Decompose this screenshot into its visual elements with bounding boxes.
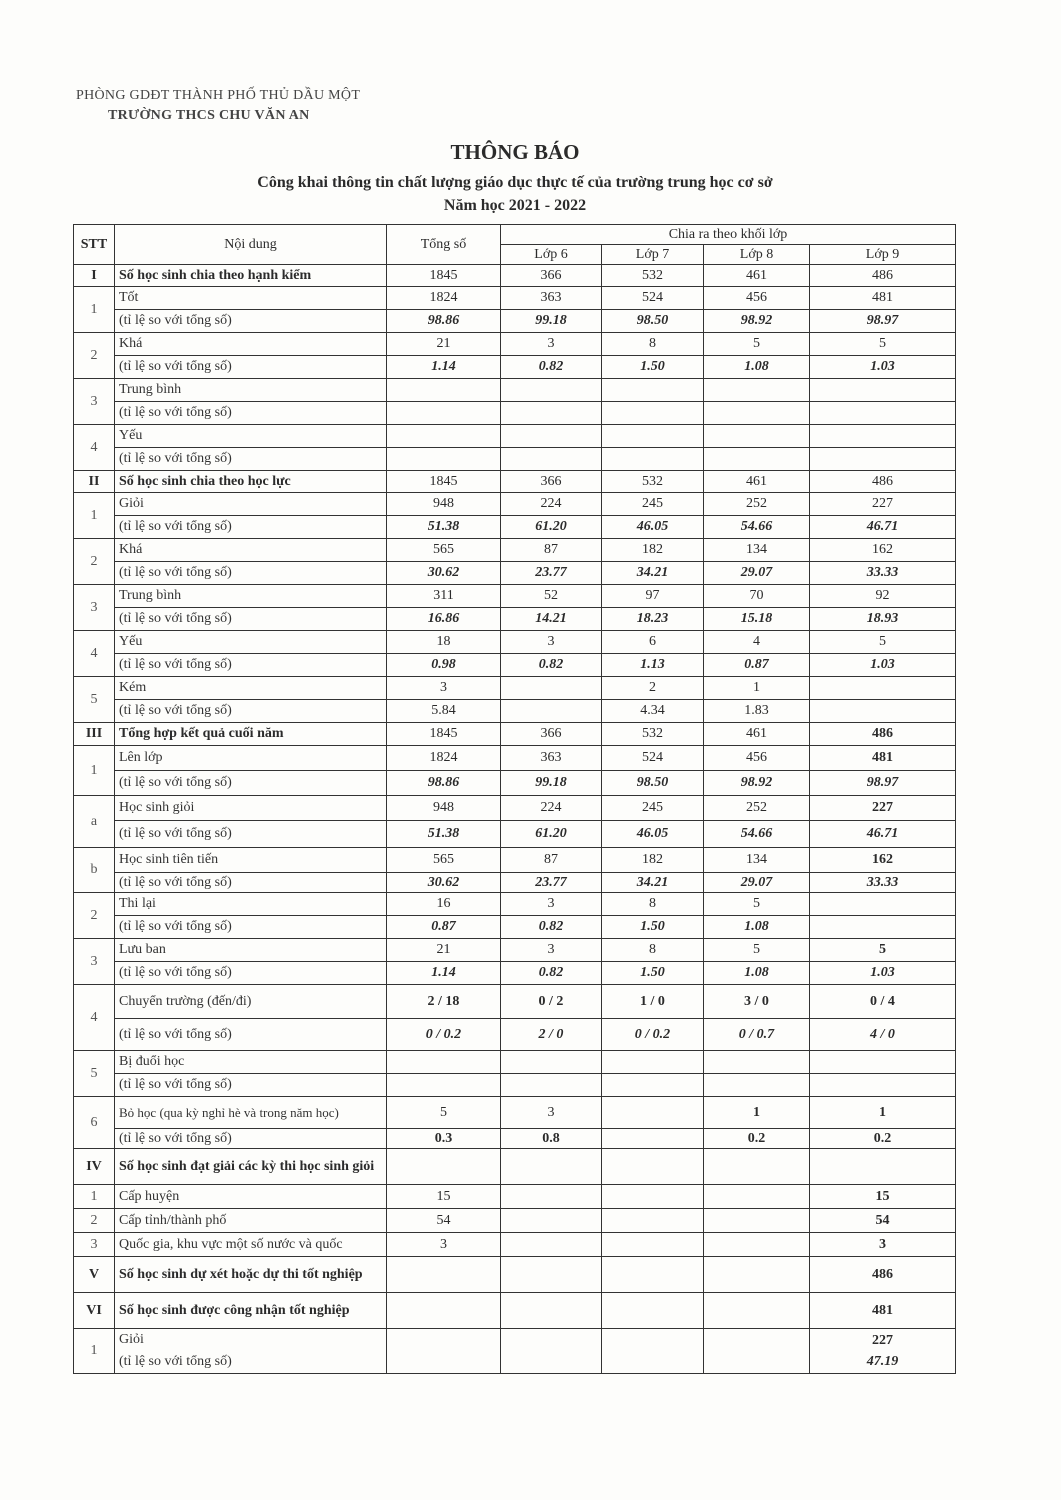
table-row: (tỉ lệ so với tổng số) 98.86 99.18 98.50 98.92 98.97 xyxy=(74,771,956,796)
department-header: PHÒNG GDĐT THÀNH PHỐ THỦ DẦU MỘT xyxy=(76,88,361,103)
page-title: THÔNG BÁO xyxy=(450,140,580,164)
table-row: b Học sinh tiên tiến 565 87 182 134 162 xyxy=(74,848,956,873)
table-row: 4 Chuyển trường (đến/đi) 2 / 18 0 / 2 1 / 0 3 / 0 0 / 4 xyxy=(74,985,956,1019)
col-content-header: Nội dung xyxy=(115,225,387,265)
table-header-row xyxy=(74,225,956,245)
section-row: V Số học sinh dự xét hoặc dự thi tốt nghiệp 486 xyxy=(74,1257,956,1293)
table-row: (tỉ lệ so với tổng số) 5.84 4.34 1.83 xyxy=(74,700,956,723)
table-row: 2 Khá 21 3 8 5 5 xyxy=(74,333,956,356)
table-row: a Học sinh giỏi 948 224 245 252 227 xyxy=(74,796,956,821)
table-row: (tỉ lệ so với tổng số) xyxy=(74,402,956,425)
table-row: 6 Bỏ học (qua kỳ nghỉ hè và trong năm học) 5 3 1 1 xyxy=(74,1097,956,1129)
table-row: (tỉ lệ so với tổng số) 30.62 23.77 34.21 29.07 33.33 xyxy=(74,562,956,585)
table-row: (tỉ lệ so với tổng số) 1.14 0.82 1.50 1.08 1.03 xyxy=(74,962,956,985)
table-row: 2 Cấp tỉnh/thành phố 54 54 xyxy=(74,1209,956,1233)
section-row: III Tổng hợp kết quả cuối năm 1845 366 532 461 486 xyxy=(74,723,956,746)
section-row: II Số học sinh chia theo học lực 1845 366 532 461 486 xyxy=(74,471,956,493)
table-row: (tỉ lệ so với tổng số) xyxy=(74,448,956,471)
table-row: (tỉ lệ so với tổng số) 0.3 0.8 0.2 0.2 xyxy=(74,1129,956,1149)
table-row: 1 Tốt 1824 363 524 456 481 xyxy=(74,287,956,310)
col-lop7-header: Lớp 7 xyxy=(602,245,704,265)
table-row: 1 Lên lớp 1824 363 524 456 481 xyxy=(74,746,956,771)
table-row: 4 Yếu xyxy=(74,425,956,448)
table-row: 2 Thi lại 16 3 8 5 xyxy=(74,893,956,916)
col-lop8-header: Lớp 8 xyxy=(704,245,810,265)
section-row: IV Số học sinh đạt giải các kỳ thi học sinh giỏi xyxy=(74,1149,956,1185)
table-row: (tỉ lệ so với tổng số) 16.86 14.21 18.23 15.18 18.93 xyxy=(74,608,956,631)
table-row: 3 Lưu ban 21 3 8 5 5 xyxy=(74,939,956,962)
col-lop9-header: Lớp 9 xyxy=(810,245,956,265)
table-row: 1 Giỏi 948 224 245 252 227 xyxy=(74,493,956,516)
table-row: 5 Bị đuổi học xyxy=(74,1051,956,1074)
table-row: (tỉ lệ so với tổng số) 51.38 61.20 46.05 54.66 46.71 xyxy=(74,821,956,848)
school-year: Năm học 2021 - 2022 xyxy=(443,197,587,214)
table-row: (tỉ lệ so với tổng số) 98.86 99.18 98.50 98.92 98.97 xyxy=(74,310,956,333)
section-row: VI Số học sinh được công nhận tốt nghiệp 481 xyxy=(74,1293,956,1329)
table-row: (tỉ lệ so với tổng số) 30.62 23.77 34.21 29.07 33.33 xyxy=(74,873,956,893)
table-row: 3 Quốc gia, khu vực một số nước và quốc 3 3 xyxy=(74,1233,956,1257)
table-row: 3 Trung bình xyxy=(74,379,956,402)
col-total-header: Tổng số xyxy=(387,225,501,265)
table-row: 1 Cấp huyện 15 15 xyxy=(74,1185,956,1209)
table-row: (tỉ lệ so với tổng số) 1.14 0.82 1.50 1.08 1.03 xyxy=(74,356,956,379)
table-row: (tỉ lệ so với tổng số) 0 / 0.2 2 / 0 0 / 0.2 0 / 0.7 4 / 0 xyxy=(74,1019,956,1051)
table-row: (tỉ lệ so với tổng số) xyxy=(74,1074,956,1097)
col-group-header: Chia ra theo khối lớp xyxy=(501,225,956,245)
table-row: 4 Yếu 18 3 6 4 5 xyxy=(74,631,956,654)
col-stt-header: STT xyxy=(74,225,115,265)
table-row: 5 Kém 3 2 1 xyxy=(74,677,956,700)
table-row: 1 Giỏi (tỉ lệ so với tổng số) 227 47.19 xyxy=(74,1329,956,1374)
section-row: I Số học sinh chia theo hạnh kiểm 1845 366 532 461 486 xyxy=(74,265,956,287)
table-row: (tỉ lệ so với tổng số) 0.87 0.82 1.50 1.08 xyxy=(74,916,956,939)
col-lop6-header: Lớp 6 xyxy=(501,245,602,265)
table-row: (tỉ lệ so với tổng số) 0.98 0.82 1.13 0.87 1.03 xyxy=(74,654,956,677)
table-row: (tỉ lệ so với tổng số) 51.38 61.20 46.05 54.66 46.71 xyxy=(74,516,956,539)
school-header: TRƯỜNG THCS CHU VĂN AN xyxy=(108,108,310,123)
page-subtitle: Công khai thông tin chất lượng giáo dục thực tế của trường trung học cơ sở xyxy=(257,174,773,191)
quality-table xyxy=(73,224,956,1374)
table-row: 3 Trung bình 311 52 97 70 92 xyxy=(74,585,956,608)
table-row: 2 Khá 565 87 182 134 162 xyxy=(74,539,956,562)
